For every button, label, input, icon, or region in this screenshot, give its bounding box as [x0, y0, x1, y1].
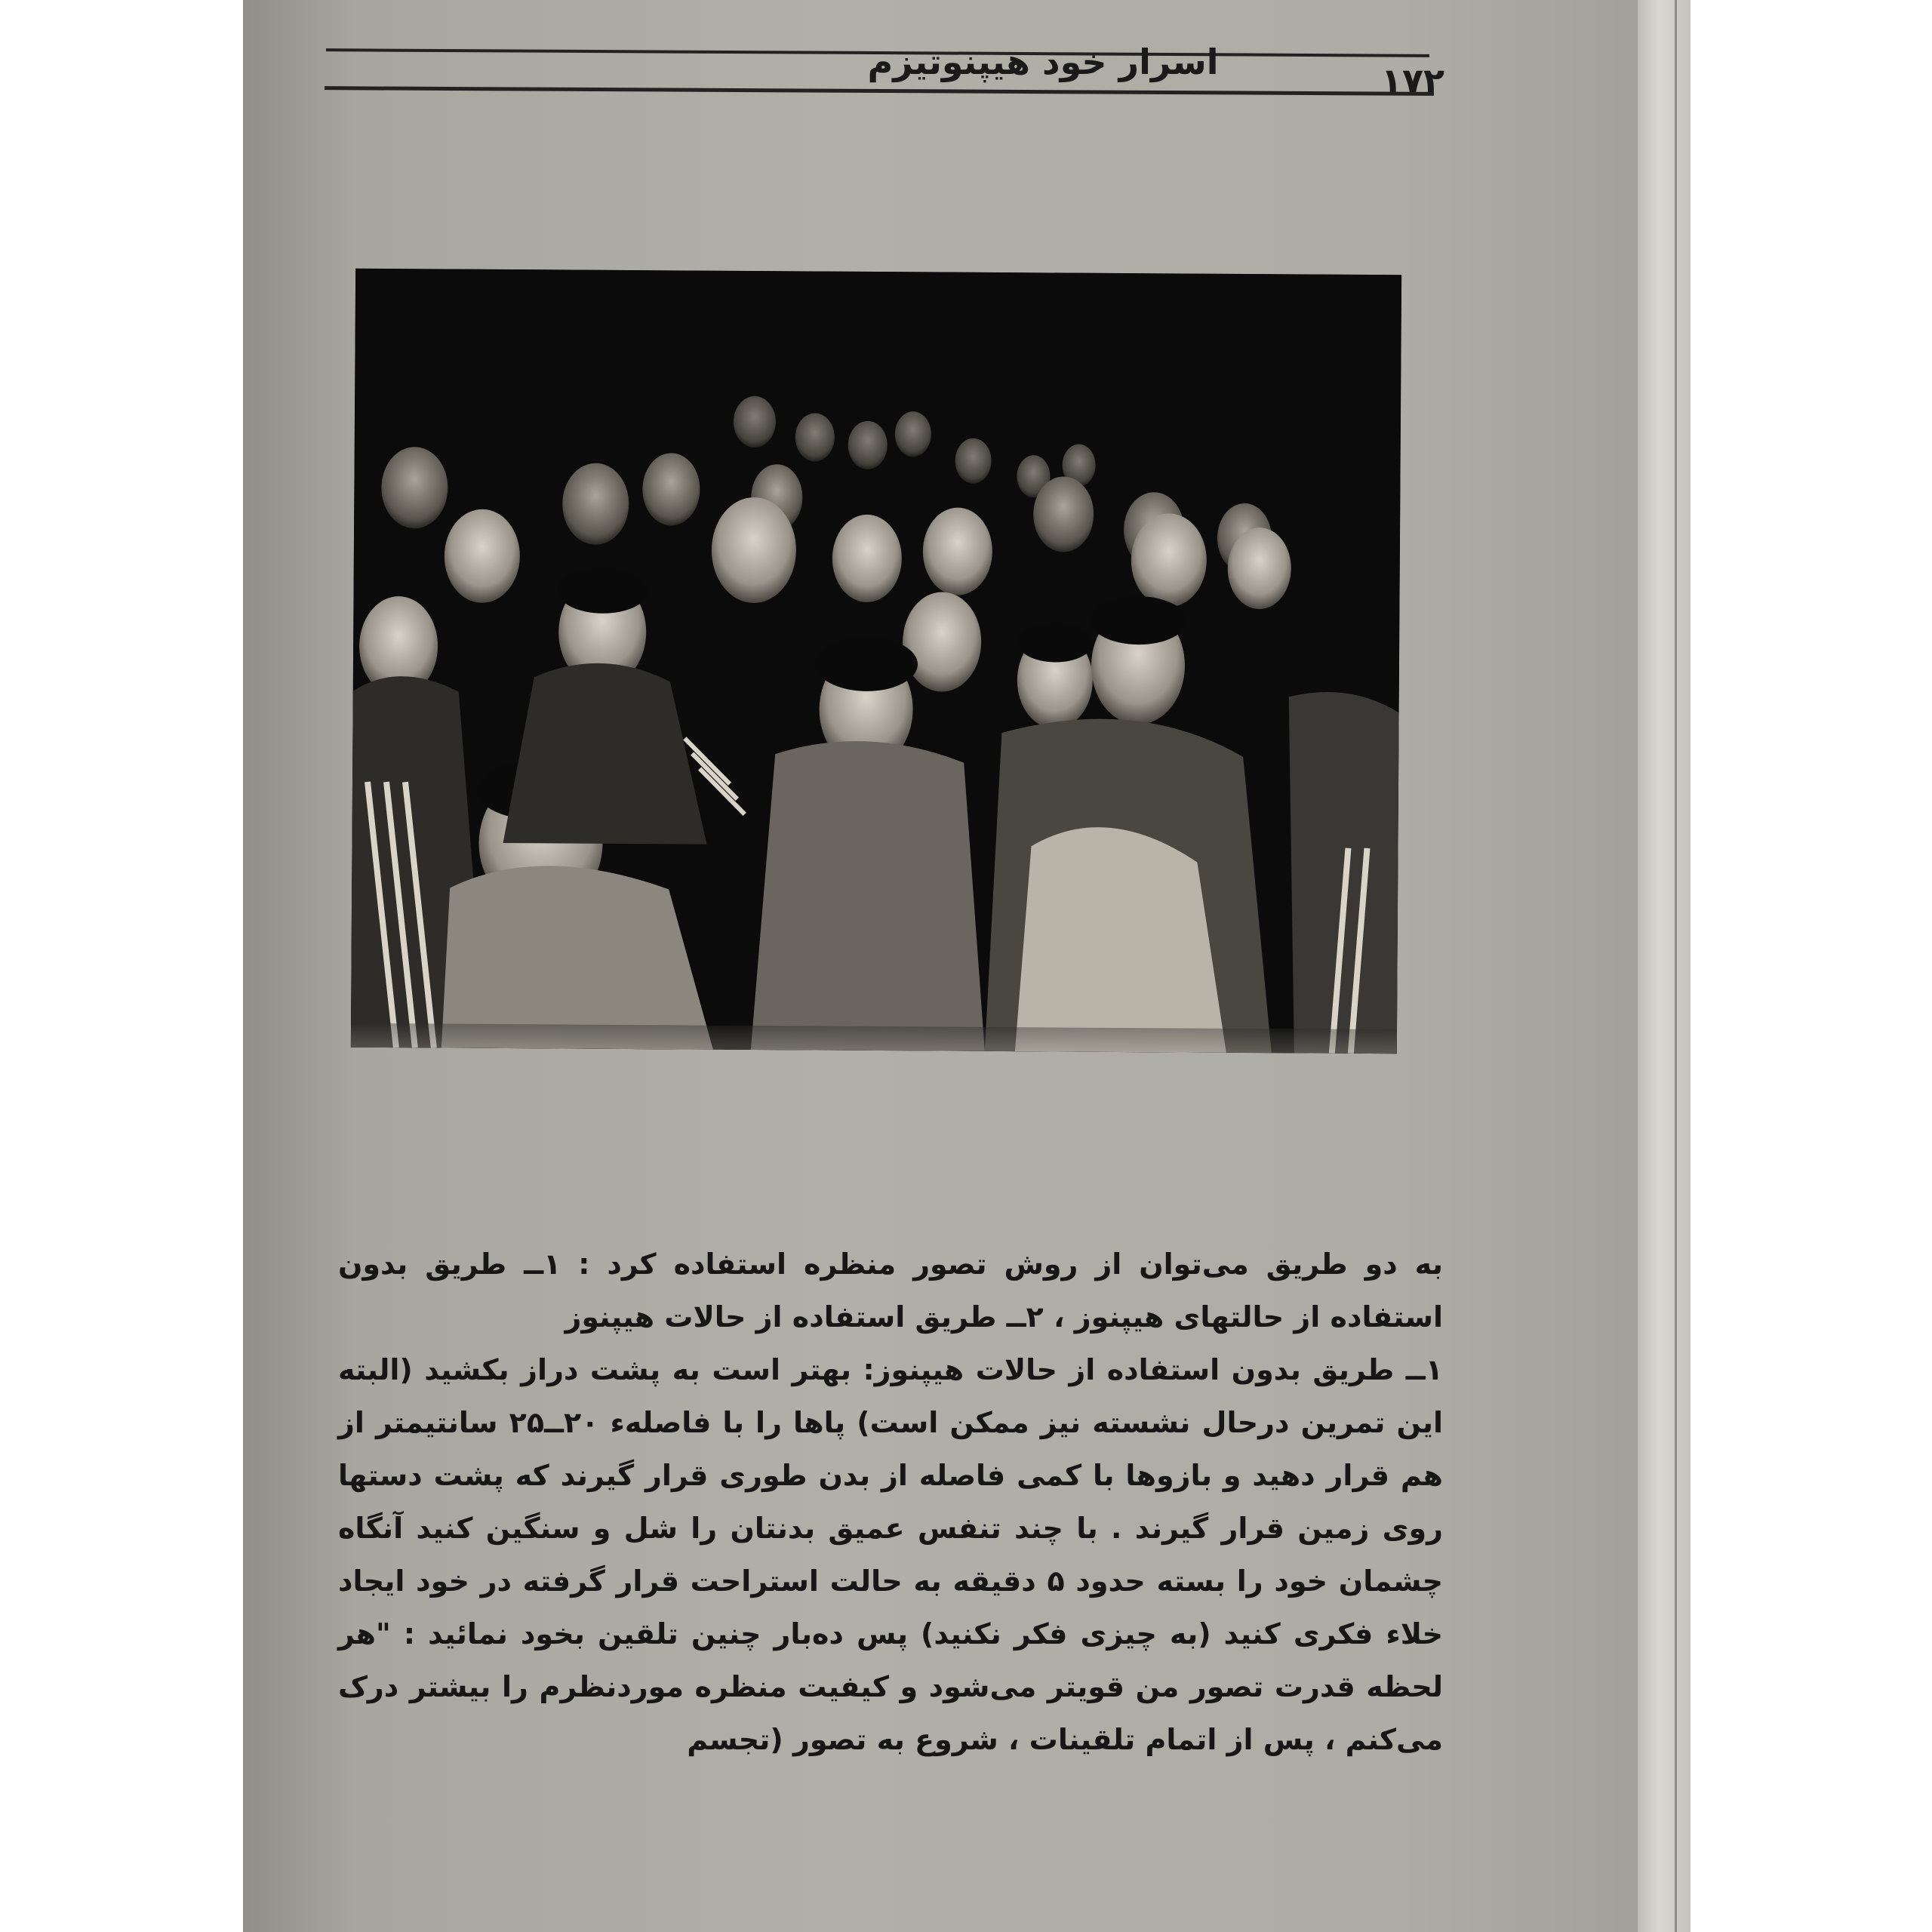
- page-number: ۱۷۲: [1380, 60, 1445, 101]
- running-title: اسرار خود هیپنوتیزم: [867, 42, 1219, 82]
- page-edge-line: [1675, 0, 1677, 1932]
- paragraph-intro: به دو طریق می‌توان از روش تصور منظره استفاده کرد : ۱ــ طریق بدون استفاده از حالتهای هیپنوز ، ۲ــ طریق استفاده از حالات هیپنوز: [338, 1247, 1443, 1334]
- photo-group-of-men-icon: [351, 269, 1401, 1054]
- paragraph-method-one: ۱ــ طریق بدون استفاده از حالات هیپنوز: بهتر است به پشت دراز بکشید (البته این تمرین درحال نشسته نیز ممکن است) پاها را با فاصلهء ۲۰ــ۲۵ سانتیمتر از هم قرار دهید و بازوها با کمی فاصله از بدن طوری قرار گیرند که پشت دستها روی زمین قرار گیرند . با چند تنفس عمیق بدنتان را شل و سنگین کنید آنگاه چشمان خود را بسته حدود ۵ دقیقه به حالت استراحت قرار گرفته در خود ایجاد خلاء فکری کنید (به چیزی فکر نکنید) پس ده‌بار چنین تلقین بخود نمائید : "هر لحظه قدرت تصور من قویتر می‌شود و کیفیت منظره موردنظرم را بیشتر درک می‌کنم ، پس از اتمام تلقینات ، شروع به تصور (تجسم: [338, 1353, 1443, 1756]
- page-edge: [1638, 0, 1690, 1932]
- body-text: [338, 1238, 1470, 1766]
- group-photo: [351, 269, 1401, 1054]
- header-rule-bottom: [325, 86, 1434, 96]
